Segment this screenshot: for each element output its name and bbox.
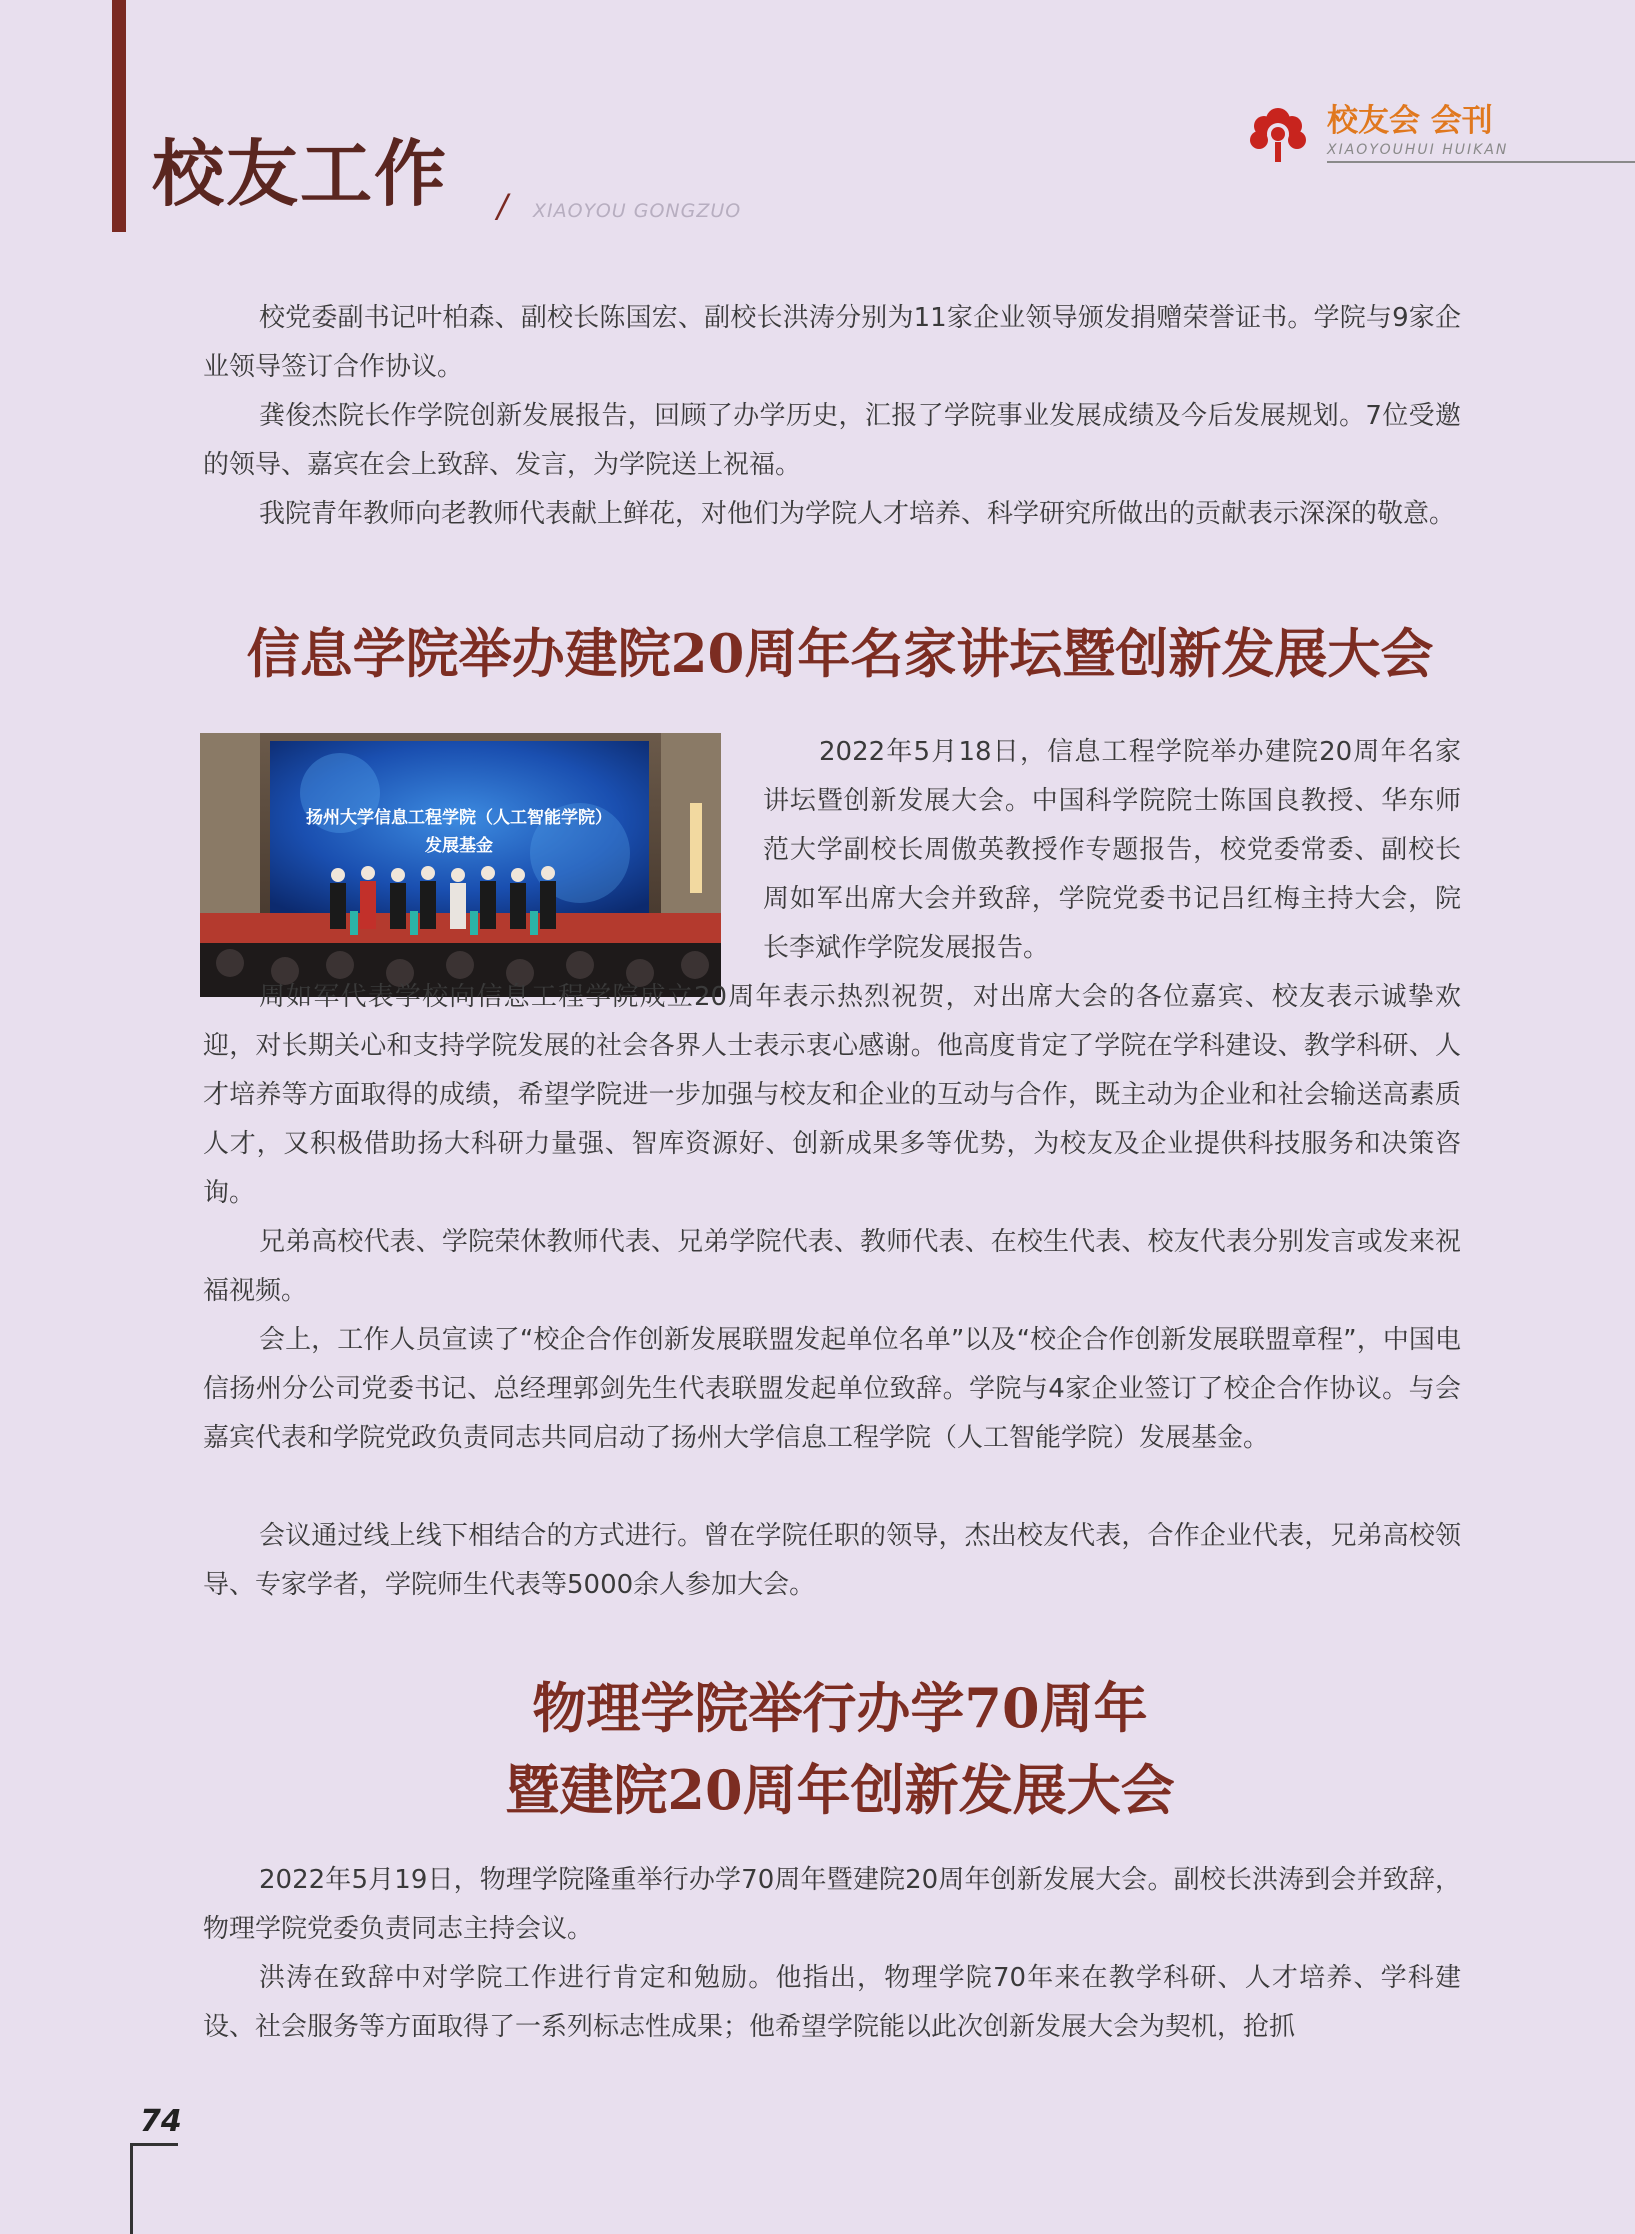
article-heading-info-college: 信息学院举办建院20周年名家讲坛暨创新发展大会 [246, 623, 1434, 685]
photo-screen-text: 扬州大学信息工程学院（人工智能学院） [306, 808, 612, 828]
article-heading-physics-line1: 物理学院举行办学70周年 [532, 1676, 1148, 1740]
article1-paragraph-3: 兄弟高校代表、学院荣休教师代表、兄弟学院代表、教师代表、在校生代表、校友代表分别发言或发来祝福视频。 [203, 1227, 1461, 1306]
footer-rule-horizontal [130, 2143, 178, 2146]
page-number: 74 [140, 2104, 182, 2139]
article-heading-physics-line2: 暨建院20周年创新发展大会 [505, 1758, 1175, 1822]
magazine-title: 校友会 会刊 [1327, 103, 1493, 139]
article1-paragraph-1: 2022年5月18日，信息工程学院举办建院20周年名家讲坛暨创新发展大会。中国科学院院士陈国良教授、华东师范大学副校长周傲英教授作专题报告，校党委常委、副校长周如军出席大会并致辞，学院党委书记吕红梅主持大会，院长李斌作学院发展报告。 [763, 737, 1461, 963]
article1-paragraph-4: 会上，工作人员宣读了“校企合作创新发展联盟发起单位名单”以及“校企合作创新发展联盟章程”，中国电信扬州分公司党委书记、总经理郭剑先生代表联盟发起单位致辞。学院与4家企业签订了校企合作协议。与会嘉宾代表和学院党政负责同志共同启动了扬州大学信息工程学院（人工智能学院）发展基金。 [203, 1325, 1461, 1453]
conference-photo [200, 733, 721, 997]
section-subtitle: XIAOYOU GONGZUO [533, 200, 742, 222]
section-accent-bar [112, 0, 126, 232]
article2-paragraph-2: 洪涛在致辞中对学院工作进行肯定和勉励。他指出，物理学院70年来在教学科研、人才培养、学科建设、社会服务等方面取得了一系列标志性成果；他希望学院能以此次创新发展大会为契机，抢抓 [203, 1963, 1461, 2042]
header-rule [1327, 161, 1635, 163]
article1-paragraph-5: 会议通过线上线下相结合的方式进行。曾在学院任职的领导，杰出校友代表，合作企业代表，兄弟高校领导、专家学者，学院师生代表等5000余人参加大会。 [203, 1521, 1461, 1600]
article2-paragraph-1: 2022年5月19日，物理学院隆重举行办学70周年暨建院20周年创新发展大会。副校长洪涛到会并致辞，物理学院党委负责同志主持会议。 [203, 1865, 1461, 1944]
section-title: 校友工作 [152, 132, 449, 216]
magazine-subtitle: XIAOYOUHUI HUIKAN [1327, 142, 1509, 158]
intro-paragraph-2: 龚俊杰院长作学院创新发展报告，回顾了办学历史，汇报了学院事业发展成绩及今后发展规划。7位受邀的领导、嘉宾在会上致辞、发言，为学院送上祝福。 [203, 401, 1461, 480]
title-separator: / [497, 187, 508, 225]
article1-paragraph-2: 周如军代表学校向信息工程学院成立20周年表示热烈祝贺，对出席大会的各位嘉宾、校友表示诚挚欢迎，对长期关心和支持学院发展的社会各界人士表示衷心感谢。他高度肯定了学院在学科建设、教学科研、人才培养等方面取得的成绩，希望学院进一步加强与校友和企业的互动与合作，既主动为企业和社会输送高素质人才，又积极借助扬大科研力量强、智库资源好、创新成果多等优势，为校友及企业提供科技服务和决策咨询。 [203, 982, 1461, 1208]
footer-rule-vertical [130, 2143, 133, 2234]
intro-paragraph-1: 校党委副书记叶柏森、副校长陈国宏、副校长洪涛分别为11家企业领导颁发捐赠荣誉证书。学院与9家企业领导签订合作协议。 [203, 303, 1461, 382]
alumni-association-logo-icon [1247, 98, 1309, 164]
svg-text:发展基金: 发展基金 [425, 836, 493, 856]
intro-paragraph-3: 我院青年教师向老教师代表献上鲜花，对他们为学院人才培养、科学研究所做出的贡献表示深深的敬意。 [259, 499, 1456, 529]
